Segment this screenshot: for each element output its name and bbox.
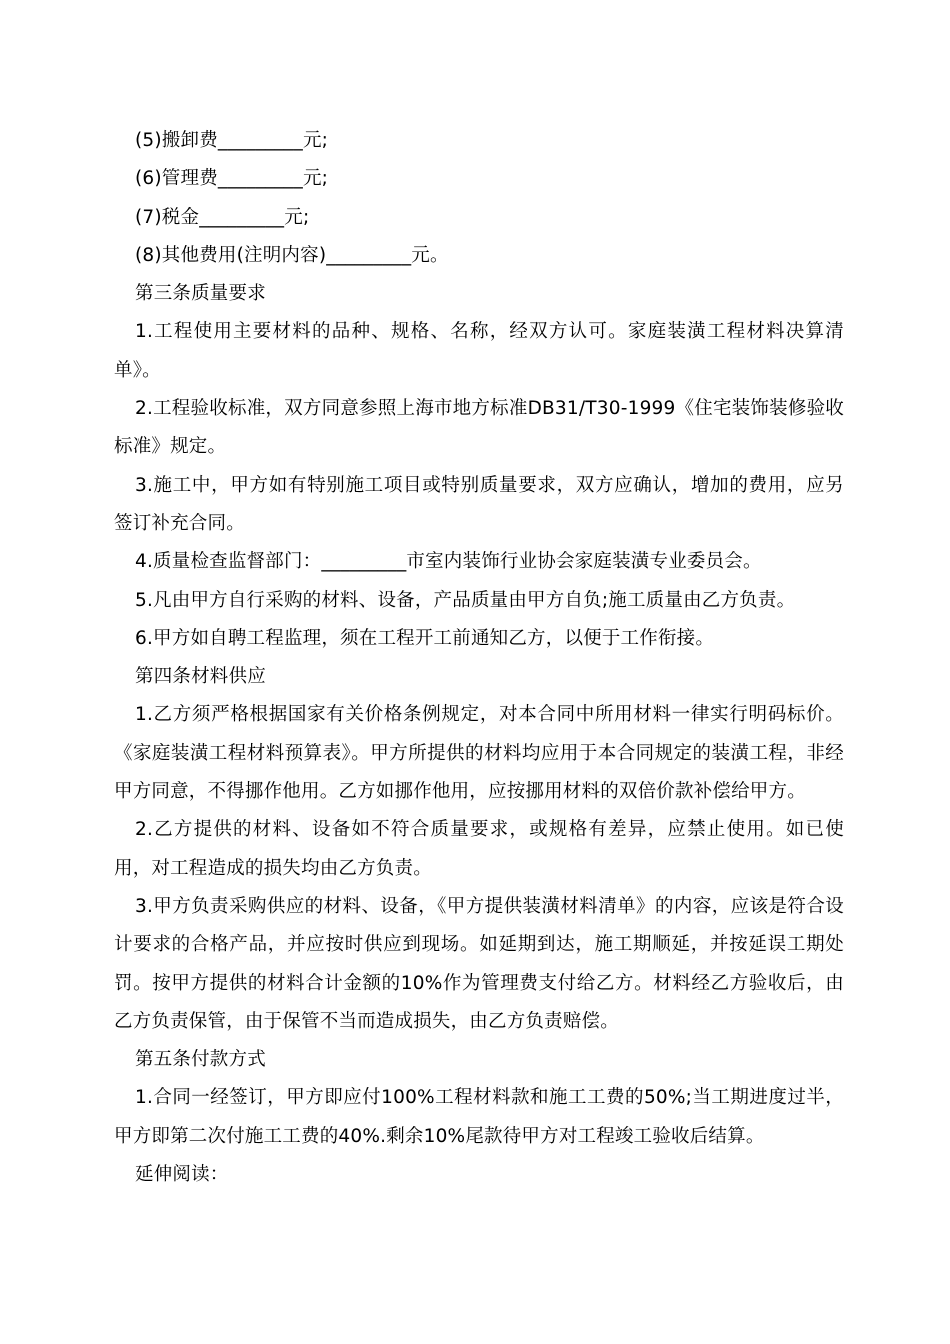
fee-item-5: (5)搬卸费_________元; [135, 130, 329, 151]
payment-clause-1: 1.合同一经签订，甲方即应付100%工程材料款和施工工费的50%;当工期进度过半，甲方即第二次付施工工费的40%.剩余10%尾款待甲方对工程竣工验收后结算。 [114, 1087, 844, 1147]
section-heading-payment: 第五条付款方式 [135, 1049, 266, 1071]
quality-clause-6: 6.甲方如自聘工程监理，须在工程开工前通知乙方，以便于工作衔接。 [135, 627, 715, 649]
quality-clause-5: 5.凡由甲方自行采购的材料、设备，产品质量由甲方自负;施工质量由乙方负责。 [135, 589, 796, 611]
quality-clause-2: 2.工程验收标准，双方同意参照上海市地方标准DB31/T30-1999《住宅装饰装修验收标准》规定。 [114, 398, 844, 458]
section-heading-materials: 第四条材料供应 [135, 666, 266, 688]
materials-clause-2: 2.乙方提供的材料、设备如不符合质量要求，或规格有差异，应禁止使用。如已使用，对工程造成的损失均由乙方负责。 [114, 819, 844, 879]
document-body [114, 122, 844, 1194]
quality-clause-3: 3.施工中，甲方如有特别施工项目或特别质量要求，双方应确认，增加的费用，应另签订补充合同。 [114, 474, 844, 534]
fee-item-7: (7)税金_________元; [135, 206, 310, 228]
materials-clause-3: 3.甲方负责采购供应的材料、设备，《甲方提供装潢材料清单》的内容，应该是符合设计要求的合格产品，并应按时供应到现场。如延期到达，施工期顺延，并按延误工期处罚。按甲方提供的材料合计金额的10%作为管理费支付给乙方。材料经乙方验收后，由乙方负责保管，由于保管不当而造成损失，由乙方负责赔偿。 [114, 895, 844, 1032]
quality-clause-4: 4.质量检查监督部门：_________市室内装饰行业协会家庭装潢专业委员会。 [135, 551, 762, 573]
fee-item-6: (6)管理费_________元; [135, 168, 329, 190]
section-heading-quality: 第三条质量要求 [135, 283, 266, 305]
extended-reading-label: 延伸阅读： [135, 1164, 229, 1186]
quality-clause-1: 1.工程使用主要材料的品种、规格、名称，经双方认可。家庭装潢工程材料决算清单》。 [114, 321, 844, 381]
materials-clause-1: 1.乙方须严格根据国家有关价格条例规定，对本合同中所用材料一律实行明码标价。《家庭装潢工程材料预算表》。甲方所提供的材料均应用于本合同规定的装潢工程，非经甲方同意，不得挪作他用。乙方如挪作他用，应按挪用材料的双倍价款补偿给甲方。 [114, 704, 844, 803]
fee-item-8: (8)其他费用(注明内容)_________元。 [135, 244, 449, 266]
